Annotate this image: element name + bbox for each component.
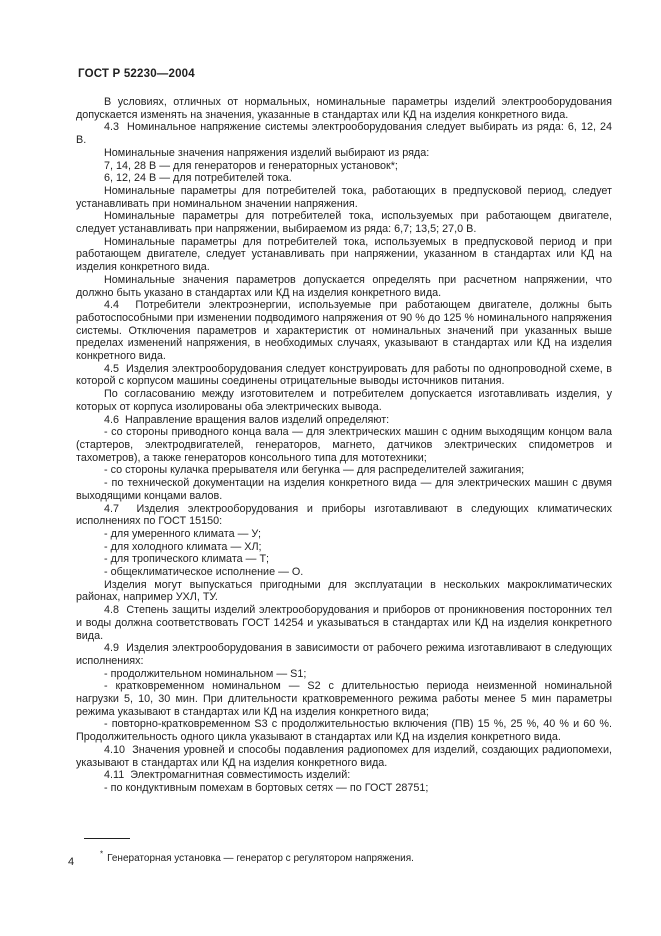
paragraph-clause-4-9: 4.9 Изделия электрооборудования в зависимости от рабочего режима изготавливают в следующих исполнениях: bbox=[76, 642, 612, 667]
list-item: - для умеренного климата — У; bbox=[104, 527, 262, 540]
paragraph-clause-4-4: 4.4 Потребители электроэнергии, используемые при работающем двигателе, должны быть работоспособными при изменении подводимого напряжения от 90 % до 125 % номинального напряжения системы. Отключения параметров и характеристик от номинальных значений при указанных выше пределах изменений напряжения, в необходимых случаях, указывают в стандартах или КД на изделия конкретного вида. bbox=[76, 299, 612, 363]
list-item: - со стороны приводного конца вала — для электрических машин с одним выходящим концом вала (стартеров, электродвигателей, генераторов, магнето, датчиков электрических спидометров и тахометров), а также генераторов консольного типа для мототехники; bbox=[76, 426, 612, 464]
paragraph-clause-4-3: 4.3 Номинальное напряжение системы электрооборудования следует выбирать из ряда: 6, 12, 24 В. bbox=[76, 121, 612, 147]
list-item: - со стороны кулачка прерывателя или бегунка — для распределителей зажигания; bbox=[104, 464, 525, 477]
list-item: - для тропического климата — Т; bbox=[104, 553, 270, 566]
footnote bbox=[76, 849, 612, 865]
list-item: - кратковременном номинальном — S2 с длительностью периода неизменной номинальной нагрузки 5, 10, 30 мин. При длительности кратковременного режима работы менее 5 мин параметры режима указывают в стандартах или КД на изделия конкретного вида; bbox=[76, 680, 612, 718]
paragraph: Номинальные значения напряжения изделий выбирают из ряда: bbox=[104, 146, 430, 159]
document-body bbox=[76, 96, 612, 795]
footnote-text: Генераторная установка — генератор с регулятором напряжения. bbox=[107, 853, 414, 864]
paragraph: В условиях, отличных от нормальных, номинальные параметры изделий электрооборудования допускается изменять на значения, указанные в стандартах или КД на изделия конкретного вида. bbox=[76, 96, 612, 121]
list-item: - по технической документации на изделия конкретного вида — для электрических машин с двумя выходящими концами валов. bbox=[76, 477, 612, 502]
paragraph-clause-4-5: 4.5 Изделия электрооборудования следует конструировать для работы по однопроводной схеме, в которой с корпусом машины соединены отрицательные выводы источников питания. bbox=[76, 362, 612, 388]
paragraph-clause-4-11: 4.11 Электромагнитная совместимость изделий: bbox=[104, 769, 351, 782]
document-standard-number: ГОСТ Р 52230—2004 bbox=[78, 68, 195, 80]
paragraph: 6, 12, 24 В — для потребителей тока. bbox=[104, 172, 292, 185]
paragraph-clause-4-10: 4.10 Значения уровней и способы подавления радиопомех для изделий, создающих радиопомехи, указывают в стандартах или КД на изделия конкретного вида. bbox=[76, 743, 612, 769]
paragraph: По согласованию между изготовителем и потребителем допускается изготавливать изделия, у которых от корпуса изолированы оба электрических вывода. bbox=[76, 388, 612, 413]
paragraph: Номинальные параметры для потребителей тока, работающих в предпусковой период, следует устанавливать при номинальном значении напряжения. bbox=[76, 184, 612, 210]
paragraph-clause-4-6: 4.6 Направление вращения валов изделий определяют: bbox=[104, 413, 390, 426]
footnote-divider bbox=[84, 838, 130, 839]
paragraph-clause-4-8: 4.8 Степень защиты изделий электрооборудования и приборов от проникновения посторонних тел и воды должна соответствовать ГОСТ 14254 и указываться в стандартах или КД на изделия конкретного вида. bbox=[76, 604, 612, 642]
footnote-marker: * bbox=[100, 849, 104, 859]
list-item: - по кондуктивным помехам в бортовых сетях — по ГОСТ 28751; bbox=[104, 781, 429, 794]
paragraph-clause-4-7: 4.7 Изделия электрооборудования и приборы изготавливают в следующих климатических исполнениях по ГОСТ 15150: bbox=[76, 502, 612, 528]
paragraph: Номинальные параметры для потребителей тока, используемых в предпусковой период и при работающем двигателе, следует устанавливать при напряжении, указанном в стандартах или КД на изделия конкретного вида. bbox=[76, 235, 612, 274]
list-item: - для холодного климата — ХЛ; bbox=[104, 540, 262, 553]
paragraph: Изделия могут выпускаться пригодными для эксплуатации в нескольких макроклиматических районах, например УХЛ, ТУ. bbox=[76, 578, 612, 604]
list-item: - продолжительном номинальном — S1; bbox=[104, 667, 307, 680]
paragraph: Номинальные параметры для потребителей тока, используемых при работающем двигателе, следует устанавливать при напряжении, выбираемом из ряда: 6,7; 13,5; 27,0 В. bbox=[76, 210, 612, 236]
list-item: - общеклиматическое исполнение — О. bbox=[104, 566, 304, 579]
page-number: 4 bbox=[68, 856, 75, 868]
paragraph: 7, 14, 28 В — для генераторов и генераторных установок*; bbox=[104, 159, 398, 172]
paragraph: Номинальные значения параметров допускается определять при расчетном напряжении, что должно быть указано в стандартах или КД на изделия конкретного вида. bbox=[76, 273, 612, 299]
list-item: - повторно-кратковременном S3 с продолжительностью включения (ПВ) 15 %, 25 %, 40 % и 60 %. Продолжительность одного цикла указывают в стандартах или КД на изделия конкретного вида. bbox=[76, 718, 612, 744]
